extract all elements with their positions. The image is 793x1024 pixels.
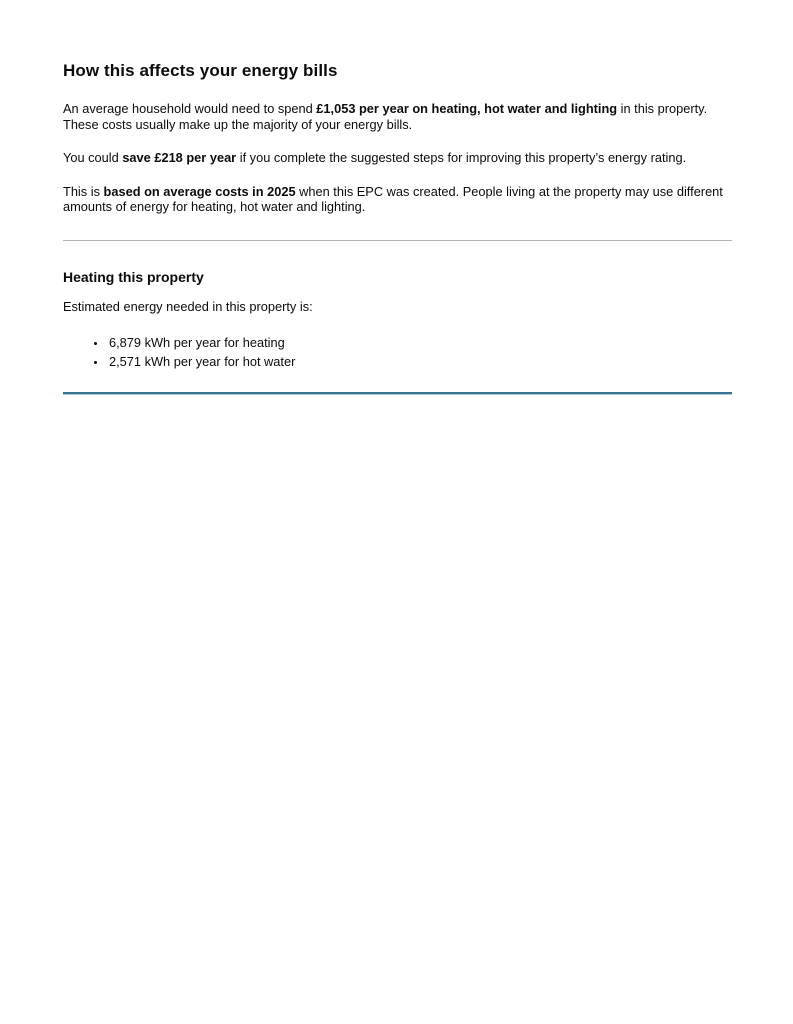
savings-text-pre: You could — [63, 150, 123, 166]
savings-text-post: if you complete the suggested steps for improving this property’s energy rating. — [236, 150, 687, 166]
costs-basis-year: based on average costs in 2025 — [103, 183, 296, 199]
energy-needs-list — [63, 333, 732, 371]
energy-bills-section — [63, 61, 732, 215]
savings-paragraph — [63, 150, 732, 166]
costs-basis-text-pre: This is — [63, 183, 104, 199]
list-item-heating: • 6,879 kWh per year for heating — [107, 333, 732, 352]
costs-basis-text-post: when this EPC was created. People living at the property may use different amounts of energy for heating, hot water and lighting. — [63, 183, 723, 215]
savings-amount: save £218 per year — [122, 150, 237, 166]
heating-section — [63, 269, 732, 371]
energy-bills-heading: How this affects your energy bills — [63, 61, 338, 80]
costs-basis-paragraph — [63, 184, 732, 215]
list-item-hot-water: • 2,571 kWh per year for hot water — [107, 352, 732, 371]
section-divider-blue — [63, 392, 732, 395]
average-cost-text-post: in this property. These costs usually make up the majority of your energy bills. — [63, 101, 708, 132]
average-cost-text-pre: An average household would need to spend — [63, 101, 317, 116]
average-cost-amount: £1,053 per year on heating, hot water and lighting — [316, 101, 618, 116]
section-divider-gray — [63, 240, 732, 241]
heating-intro: Estimated energy needed in this property is: — [63, 298, 313, 314]
document-page — [0, 0, 793, 395]
average-cost-paragraph — [63, 101, 732, 132]
heating-heading: Heating this property — [63, 268, 204, 285]
